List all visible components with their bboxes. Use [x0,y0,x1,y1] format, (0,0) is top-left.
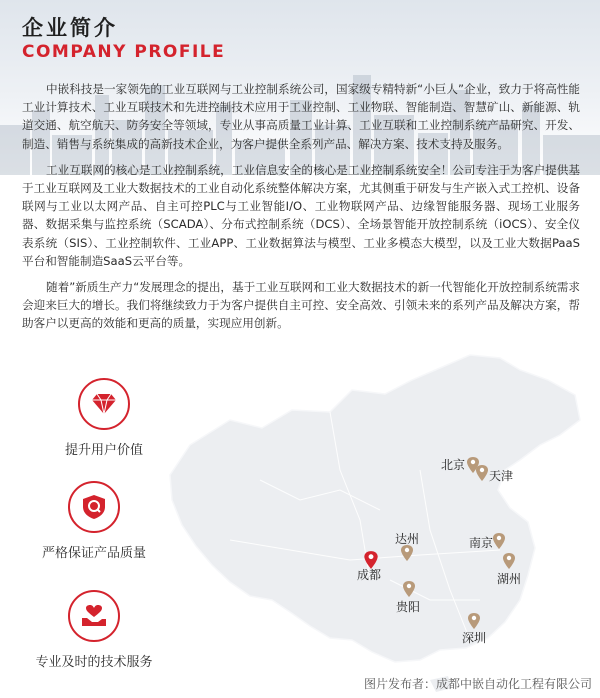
feature-label: 严格保证产品质量 [41,546,146,561]
company-intro [22,80,580,341]
page-subtitle: COMPANY PROFILE [22,42,226,62]
feature-label: 提升用户价值 [64,443,143,458]
location-pin-icon [467,612,481,630]
intro-paragraph: 随着”新质生产力“发展理念的提出，基于工业互联网和工业大数据技术的新一代智能化开放控制系统需求会迎来巨大的增长。我们将继续致力于为客户提供自主可控、安全高效、引领未来的系列产品及解决方案，帮助客户以更高的效能和更高的质量，实现应用创新。 [22,280,580,331]
city-label-guiyang: 贵阳 [396,600,421,614]
intro-paragraph: 工业互联网的核心是工业控制系统，工业信息安全的核心是工业控制系统安全！公司专注于为客户提供基于工业互联网及工业大数据技术的工业自动化系统整体解决方案，尤其侧重于研发与生产嵌入式工控机、设备联网与工业以太网产品、自主可控PLC与工业智能I/O、工业物联网产品、边缘智能服务器、现场工业服务器、数据采集与监控系统（SCADA）、分布式控制系统（DCS）、全场景智能开放控制系统（iOCS）、安全仪表系统（SIS）、工业控制软件、工业APP、工业数据算法与模型、工业多模态大模型，以及工业大数据PaaS平台和智能制造SaaS云平台等。 [22,162,580,268]
feature-icon-circle [78,378,130,430]
feature-tech-service [14,590,174,670]
quality-shield-icon [82,494,106,520]
feature-label: 专业及时的技术服务 [35,655,153,670]
city-label-tianjin: 天津 [489,469,514,483]
page-title: 企业简介 [22,16,118,40]
feature-icon-circle [68,590,120,642]
location-pin-icon [492,532,506,550]
city-label-dazhou: 达州 [395,532,420,546]
intro-paragraph: 中嵌科技是一家领先的工业互联网与工业控制系统公司，国家级专精特新“小巨人”企业，致力于将高性能工业计算技术、工业互联技术和先进控制技术应用于工业控制、工业物联、智能制造、智慧矿山、新能源、轨道交通、航空航天、防务安全等领域，专业从事高质量工业计算、工业互联和工业控制系统产品研究、开发、制造、销售与系统集成的高新技术企业，为客户提供全系列产品、解决方案、技术支持及服务。 [22,82,580,151]
image-publisher-note: 图片发布者：成都中嵌自动化工程有限公司 [363,677,592,691]
feature-product-quality [14,481,174,561]
location-pin-icon [475,464,489,482]
city-label-chengdu: 成都 [357,568,382,582]
location-pin-icon [402,580,416,598]
city-label-shenzhen: 深圳 [462,631,487,645]
city-label-huzhou: 湖州 [497,572,522,586]
city-label-beijing: 北京 [441,458,466,472]
feature-user-value [24,378,184,458]
diamond-icon [91,393,117,415]
china-map-outline [170,355,580,662]
feature-icon-circle [68,481,120,533]
location-pin-icon [502,552,516,570]
china-map-section [0,350,600,698]
heart-hands-icon [81,604,107,628]
city-label-nanjing: 南京 [469,536,494,550]
